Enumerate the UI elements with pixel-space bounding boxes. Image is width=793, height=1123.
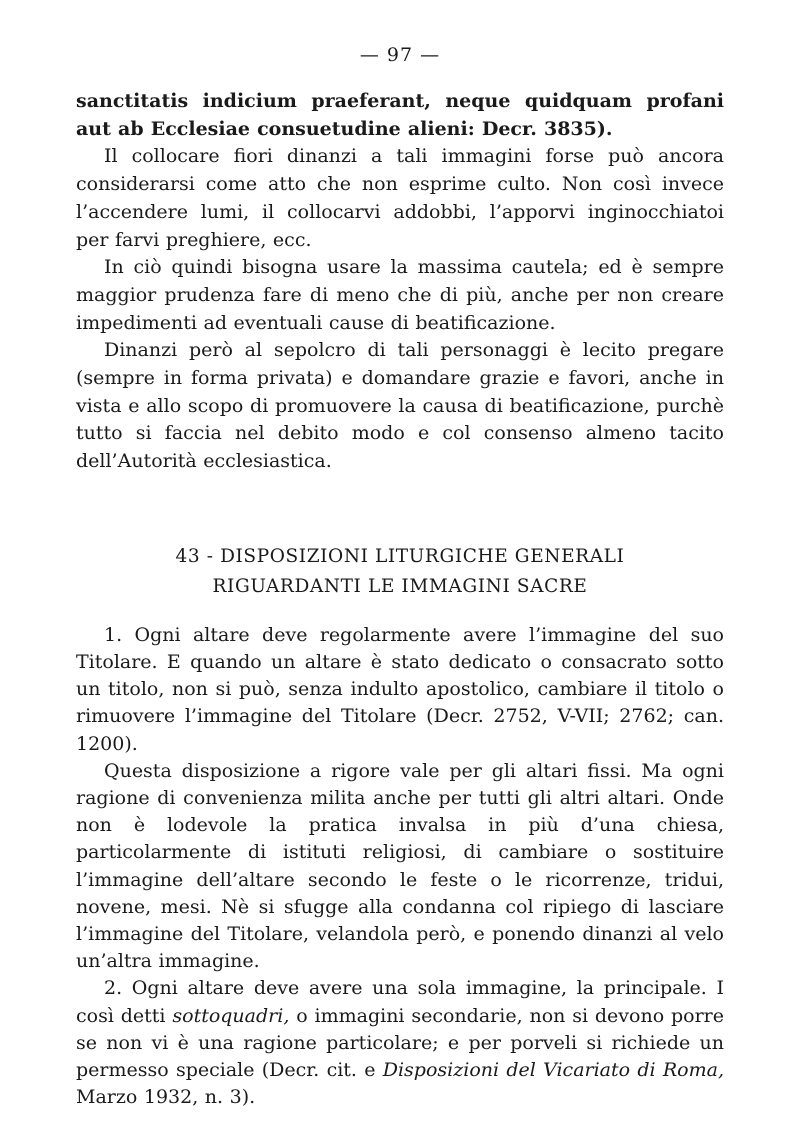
rule-2-italic-source: Disposizioni del Vicariato di Roma, (382, 1059, 724, 1082)
book-page (76, 44, 724, 1112)
rule-2-end: Marzo 1932, n. 3). (76, 1086, 256, 1109)
paragraph-rule-1: 1. Ogni altare deve regolarmente avere l’immagine del suo Titolare. E quando un altare è stato dedicato o consacrato sotto un titolo, non si può, senza indulto apostolico, cambiare il titolo o rimuovere l’immagine del Titolare (Decr. 2752, V-VII; 2762; can. 1200). (76, 623, 724, 755)
rule-2-middle: o immagini secondarie, non si devono porre se non vi è una ragione particolare; e per porveli si richiede un permesso speciale (Decr. cit. e (76, 1004, 725, 1082)
section-heading (76, 542, 724, 602)
section-heading-line-2: RIGUARDANTI LE IMMAGINI SACRE (212, 575, 588, 597)
paragraph-flowers: Il collocare fiori dinanzi a tali immagini forse può ancora considerarsi come atto che non esprime culto. Non così invece l’accendere lumi, il collocarvi addobbi, l’apporvi inginocchiatoi per farvi preghiere, ecc. (76, 145, 724, 251)
continued-paragraph: sanctitatis indicium praeferant, neque quidquam profani aut ab Ecclesiae consuetudine alieni: Decr. 3835). (76, 90, 724, 140)
paragraph-caution: In ciò quindi bisogna usare la massima cautela; ed è sempre maggior prudenza fare di meno che di più, anche per non creare impedimenti ad eventuali cause di beatificazione. (76, 256, 724, 334)
section-heading-line-1: 43 - DISPOSIZIONI LITURGICHE GENERALI (175, 545, 625, 567)
section-body (76, 622, 724, 1112)
page-number: — 97 — (359, 44, 441, 66)
paragraph-sepulchre: Dinanzi però al sepolcro di tali personaggi è lecito pregare (sempre in forma privata) e domandare grazie e favori, anche in vista e allo scopo di promuovere la causa di beatificazione, purchè tutto si faccia nel debito modo e col consenso almeno tacito dell’Autorità ecclesiastica. (76, 339, 724, 473)
rule-2-start: 2. Ogni altare deve avere una sola immagine, la principale. I così detti (76, 977, 724, 1027)
paragraph-rule-2 (76, 975, 724, 1111)
rule-2-italic-term: sottoquadri, (172, 1004, 290, 1027)
paragraph-fixed-altars: Questa disposizione a rigore vale per gli altari fissi. Ma ogni ragione di convenienza milita anche per tutti gli altri altari. Onde non è lodevole la pratica invalsa in più d’una chiesa, particolarmente di istituti religiosi, di cambiare o sostituire l’immagine dell’altare secondo le feste o le ricorrenze, tridui, novene, mesi. Nè si sfugge alla condanna col ripiego di lasciare l’immagine del Titolare, velandola però, e ponendo dinanzi al velo un’altra immagine. (76, 759, 724, 973)
